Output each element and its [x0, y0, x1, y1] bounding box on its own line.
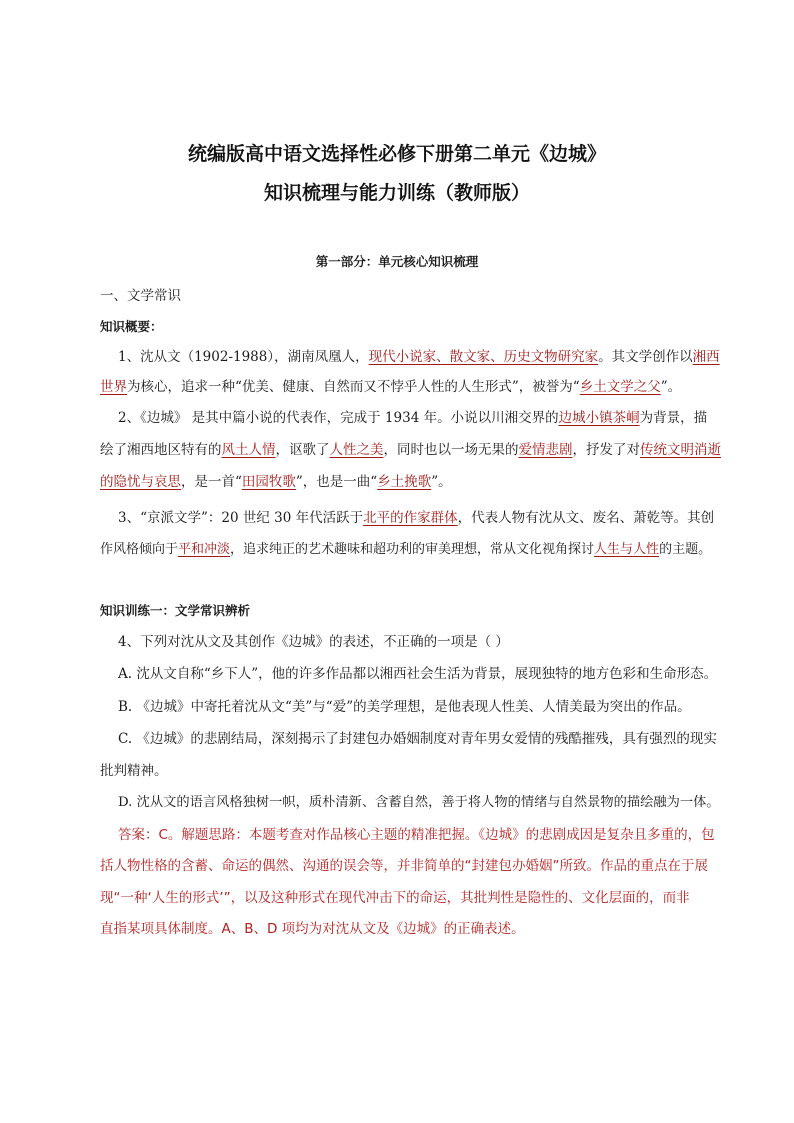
answer-line-1: 答案：C。解题思路：本题考查对作品核心主题的精准把握。《边城》的悲剧成因是复杂且多重的，包	[118, 827, 715, 843]
paragraph-1-line-1	[118, 347, 720, 367]
underlined-term: 风土人情	[221, 442, 276, 458]
paragraph-1-line-2	[100, 377, 681, 397]
heading-literary-knowledge: 一、文学常识	[100, 288, 181, 304]
underlined-term: 世界	[100, 379, 127, 395]
text: 。其文学创作以	[598, 349, 693, 365]
text: 3、“京派文学”：20 世纪 30 年代活跃于	[118, 510, 364, 526]
training-label: 知识训练一：文学常识辨析	[100, 603, 251, 618]
option-c-line-1: C. 《边城》的悲剧结局，深刻揭示了封建包办婚姻制度对青年男女爱情的残酷摧残，具有强烈的现实	[118, 731, 717, 747]
text: 的主题。	[659, 542, 712, 557]
paragraph-2-line-3	[100, 472, 452, 492]
text: 为背景，描	[639, 410, 708, 426]
text: 为核心，追求一种“优美、健康、自然而又不悖乎人性的人生形式”，被誉为“	[127, 379, 580, 395]
document-subtitle: 知识梳理与能力训练（教师版）	[263, 182, 530, 204]
text: ”。	[431, 474, 452, 490]
option-b: B. 《边城》中寄托着沈从文“美”与“爱”的美学理想，是他表现人性美、人情美最为突出的作品。	[118, 699, 691, 715]
underlined-term: 平和冲淡	[178, 542, 231, 557]
option-a: A. 沈从文自称“乡下人”，他的许多作品都以湘西社会生活为背景，展现独特的地方色彩和生命形态。	[118, 666, 718, 682]
paragraph-3-line-2	[100, 540, 711, 560]
underlined-term: 爱情悲剧	[518, 442, 573, 458]
document-title: 统编版高中语文选择性必修下册第二单元《边城》	[187, 143, 606, 165]
underlined-term: 传统文明消逝	[640, 442, 721, 458]
text: 绘了湘西地区特有的	[100, 442, 222, 458]
paragraph-2-line-2	[100, 440, 721, 460]
question-4: 4、下列对沈从文及其创作《边城》的表述，不正确的一项是（ ）	[118, 634, 509, 650]
text: ”。	[660, 379, 682, 395]
answer-line-4: 直指某项具体制度。A、B、D 项均为对沈从文及《边城》的正确表述。	[100, 921, 525, 937]
underlined-term: 北平的作家群体	[363, 510, 458, 526]
underlined-term: 人性之美	[329, 442, 384, 458]
text: ，代表人物有沈从文、废名、萧乾等。其创	[457, 510, 715, 526]
underlined-term: 边城小镇茶峒	[558, 410, 640, 426]
option-d: D. 沈从文的语言风格独树一帜，质朴清新、含蓄自然，善于将人物的情绪与自然景物的描绘融为一体。	[118, 795, 720, 810]
text: ，同时也以一场无果的	[383, 442, 519, 458]
text: 2、《边城》 是其中篇小说的代表作，完成于 1934 年。小说以川湘交界的	[118, 410, 559, 426]
text: ，讴歌了	[275, 442, 330, 458]
underlined-term: 现代小说家、散文家、历史文物研究家	[368, 349, 599, 365]
section-heading: 第一部分：单元核心知识梳理	[315, 254, 479, 269]
underlined-term: 田园牧歌	[241, 474, 296, 490]
text: ”，也是一曲“	[295, 474, 378, 490]
paragraph-3-line-1	[118, 508, 714, 528]
text: ，抒发了对	[572, 442, 640, 458]
overview-label: 知识概要：	[100, 319, 163, 334]
text: 作风格倾向于	[100, 542, 179, 557]
underlined-term: 的隐忧与哀思	[100, 474, 181, 490]
paragraph-2-line-1	[118, 408, 707, 428]
text: ，追求纯正的艺术趣味和超功利的审美理想，常从文化视角探讨	[230, 542, 595, 557]
underlined-term: 湘西	[692, 349, 720, 365]
option-c-line-2: 批判精神。	[100, 763, 168, 779]
underlined-term: 乡土文学之父	[579, 379, 661, 395]
text: 1、沈从文（1902-1988），湖南凤凰人，	[118, 349, 369, 365]
answer-line-3: 现“一种‘人生的形式’”，以及这种形式在现代冲击下的命运，其批判性是隐性的、文化层面的，而非	[100, 890, 690, 906]
text: ，是一首“	[181, 474, 242, 490]
underlined-term: 人生与人性	[594, 542, 660, 557]
answer-line-2: 括人物性格的含蓄、命运的偶然、沟通的误会等，并非简单的“封建包办婚姻”所致。作品的重点在于展	[100, 858, 708, 874]
underlined-term: 乡土挽歌	[377, 474, 432, 490]
